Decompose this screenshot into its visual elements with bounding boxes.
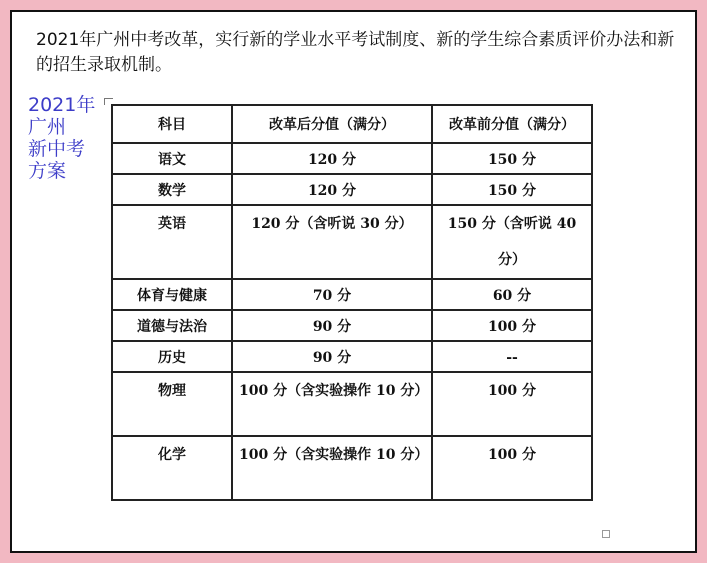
header-after: 改革后分值（满分） <box>232 105 432 143</box>
table-row <box>112 436 592 500</box>
cell-after: 120 分 <box>232 143 432 174</box>
side-label-line: 2021年 <box>28 94 96 116</box>
table-row <box>112 372 592 436</box>
score-table <box>111 104 593 501</box>
cell-subject: 数学 <box>112 174 232 205</box>
cell-after: 120 分（含听说 30 分） <box>232 205 432 279</box>
cell-subject: 物理 <box>112 372 232 436</box>
cell-subject: 语文 <box>112 143 232 174</box>
content-panel <box>10 10 697 553</box>
cell-before: 100 分 <box>432 372 592 436</box>
cell-after: 70 分 <box>232 279 432 310</box>
table-header-row <box>112 105 592 143</box>
cell-subject: 化学 <box>112 436 232 500</box>
cell-after: 120 分 <box>232 174 432 205</box>
cell-subject: 历史 <box>112 341 232 372</box>
cell-before: 150 分 <box>432 174 592 205</box>
cell-before: 150 分（含听说 40 分） <box>432 205 592 279</box>
table-resize-handle <box>602 530 610 538</box>
cell-before: -- <box>432 341 592 372</box>
cell-before: 100 分 <box>432 310 592 341</box>
cell-after: 100 分（含实验操作 10 分） <box>232 372 432 436</box>
table-row <box>112 279 592 310</box>
score-table-wrapper <box>111 104 593 501</box>
side-label-line: 新中考 <box>28 138 86 160</box>
side-label <box>28 94 108 182</box>
cell-after: 100 分（含实验操作 10 分） <box>232 436 432 500</box>
cell-before: 60 分 <box>432 279 592 310</box>
cell-before: 100 分 <box>432 436 592 500</box>
cell-subject: 体育与健康 <box>112 279 232 310</box>
table-row <box>112 341 592 372</box>
cell-after: 90 分 <box>232 310 432 341</box>
header-before: 改革前分值（满分） <box>432 105 592 143</box>
table-row <box>112 310 592 341</box>
cell-before: 150 分 <box>432 143 592 174</box>
header-subject: 科目 <box>112 105 232 143</box>
cell-subject: 道德与法治 <box>112 310 232 341</box>
side-label-line: 方案 <box>28 160 67 182</box>
intro-text: 2021年广州中考改革，实行新的学业水平考试制度、新的学生综合素质评价办法和新的招生录取机制。 <box>36 30 675 75</box>
table-row <box>112 205 592 279</box>
cell-subject: 英语 <box>112 205 232 279</box>
table-row <box>112 174 592 205</box>
cell-after: 90 分 <box>232 341 432 372</box>
table-row <box>112 143 592 174</box>
side-label-line: 广州 <box>28 116 67 138</box>
